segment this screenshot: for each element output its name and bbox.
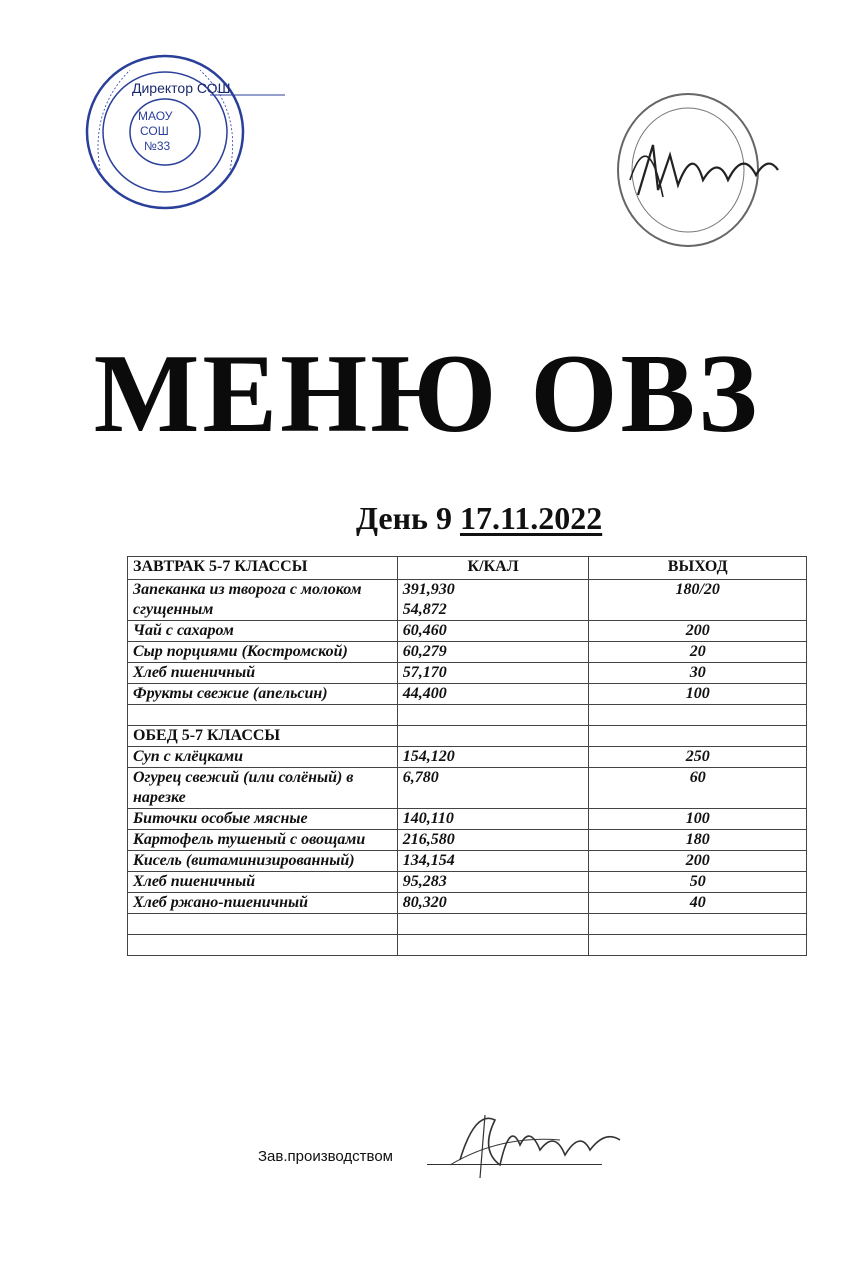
dish-name: Запеканка из творога с молоком сгущенным [128, 580, 398, 621]
dish-name: Чай с сахаром [128, 621, 398, 642]
dish-output: 60 [589, 768, 807, 809]
table-row [128, 684, 807, 705]
lunch-section-row [128, 726, 807, 747]
table-row [128, 747, 807, 768]
table-row [128, 872, 807, 893]
menu-date: 17.11.2022 [459, 500, 603, 536]
dish-kcal: 140,110 [397, 809, 589, 830]
table-row [128, 893, 807, 914]
table-row [128, 663, 807, 684]
lunch-section-title: ОБЕД 5-7 КЛАССЫ [128, 726, 398, 747]
director-label: Директор СОШ [132, 80, 231, 96]
school-stamp [70, 40, 290, 215]
empty-row [128, 914, 807, 935]
dish-kcal: 60,460 [397, 621, 589, 642]
dish-name: Хлеб пшеничный [128, 663, 398, 684]
page-title: МЕНЮ ОВЗ [93, 332, 761, 456]
dish-kcal [397, 580, 589, 621]
dish-output: 200 [589, 851, 807, 872]
dish-output: 180 [589, 830, 807, 851]
dish-output: 50 [589, 872, 807, 893]
director-stamp-signature [608, 85, 793, 255]
dish-kcal: 6,780 [397, 768, 589, 809]
production-manager-label: Зав.производством [258, 1148, 393, 1165]
dish-kcal: 44,400 [397, 684, 589, 705]
dish-kcal: 134,154 [397, 851, 589, 872]
output-header: ВЫХОД [589, 557, 807, 580]
dish-kcal: 57,170 [397, 663, 589, 684]
table-row [128, 642, 807, 663]
breakfast-header: ЗАВТРАК 5-7 КЛАССЫ [128, 557, 398, 580]
dish-kcal: 154,120 [397, 747, 589, 768]
dish-name: Кисель (витаминизированный) [128, 851, 398, 872]
menu-table [127, 556, 807, 956]
table-row [128, 809, 807, 830]
dish-output: 250 [589, 747, 807, 768]
dish-name: Сыр порциями (Костромской) [128, 642, 398, 663]
menu-date-heading [356, 500, 602, 537]
dish-output: 100 [589, 684, 807, 705]
dish-output: 200 [589, 621, 807, 642]
day-label: День 9 [356, 500, 452, 536]
table-row [128, 580, 807, 621]
svg-text:№33: №33 [144, 139, 171, 153]
empty-row [128, 935, 807, 956]
dish-kcal-line: 391,930 54,872 [402, 581, 455, 618]
dish-name: Суп с клёцками [128, 747, 398, 768]
dish-kcal: 60,279 [397, 642, 589, 663]
table-row [128, 621, 807, 642]
dish-name: Фрукты свежие (апельсин) [128, 684, 398, 705]
dish-kcal: 216,580 [397, 830, 589, 851]
svg-text:СОШ: СОШ [140, 124, 169, 138]
dish-kcal: 80,320 [397, 893, 589, 914]
dish-name: Хлеб пшеничный [128, 872, 398, 893]
dish-output: 40 [589, 893, 807, 914]
production-manager-signature [440, 1100, 640, 1180]
dish-name: Картофель тушеный с овощами [128, 830, 398, 851]
dish-output: 30 [589, 663, 807, 684]
table-row [128, 830, 807, 851]
table-row [128, 851, 807, 872]
dish-output: 180/20 [589, 580, 807, 621]
dish-output: 20 [589, 642, 807, 663]
svg-text:МАОУ: МАОУ [138, 109, 173, 123]
empty-row [128, 705, 807, 726]
dish-name: Огурец свежий (или солёный) в нарезке [128, 768, 398, 809]
kcal-header: К/КАЛ [397, 557, 589, 580]
dish-output: 100 [589, 809, 807, 830]
table-header-row [128, 557, 807, 580]
dish-kcal: 95,283 [397, 872, 589, 893]
dish-name: Биточки особые мясные [128, 809, 398, 830]
table-row [128, 768, 807, 809]
dish-name: Хлеб ржано-пшеничный [128, 893, 398, 914]
